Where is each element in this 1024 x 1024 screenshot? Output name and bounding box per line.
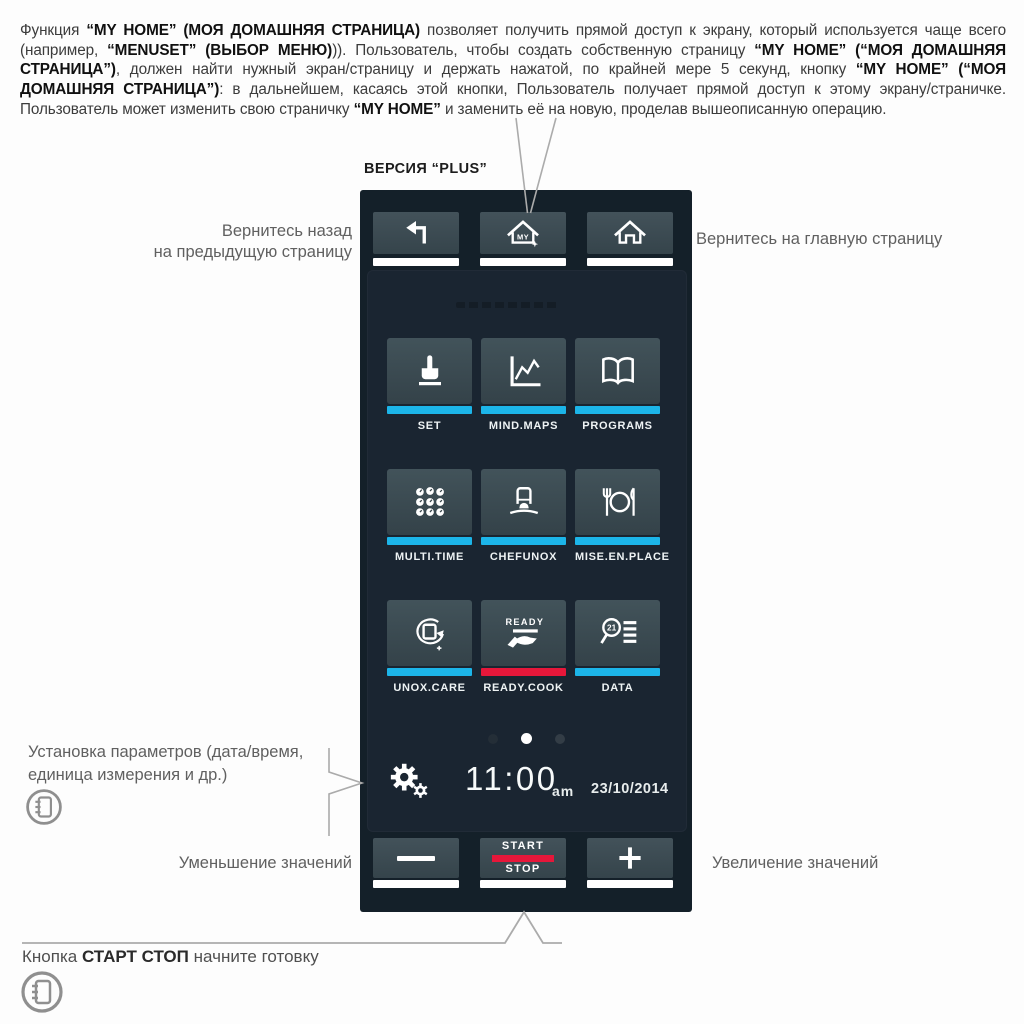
my-home-button-underline — [480, 258, 566, 266]
settings-gear-icon[interactable] — [386, 759, 432, 801]
annotation-increase: Увеличение значений — [712, 854, 879, 872]
page-dot-active[interactable] — [521, 733, 532, 744]
version-label: ВЕРСИЯ “PLUS” — [364, 161, 488, 177]
clock-meridiem: am — [552, 783, 575, 799]
back-arrow-icon — [396, 215, 436, 251]
start-stop-red-bar — [492, 855, 554, 862]
annotation-startstop: Кнопка СТАРТ СТОП начните готовку — [22, 947, 319, 966]
start-stop-button[interactable]: START STOP — [480, 838, 566, 878]
annotation-params: Установка параметров (дата/время, единица измерения и др.) — [28, 743, 304, 784]
annotation-back: Вернитесь назад на предыдущую страницу — [153, 222, 352, 261]
multi-clocks-icon — [408, 480, 452, 524]
home-button-underline — [587, 258, 673, 266]
line-chart-icon — [502, 349, 546, 393]
plus-button-underline — [587, 880, 673, 888]
chef-icon — [502, 480, 546, 524]
back-button-underline — [373, 258, 459, 266]
plate-cutlery-icon — [596, 480, 640, 524]
hand-press-icon — [408, 349, 452, 393]
callout-line-startstop — [22, 912, 562, 943]
annotation-home: Вернитесь на главную страницу — [696, 230, 943, 248]
tile-accent-bar — [387, 537, 472, 545]
home-button[interactable] — [587, 212, 673, 254]
svg-text:MY: MY — [516, 232, 530, 242]
home-icon — [609, 214, 651, 252]
care-refresh-icon — [408, 611, 452, 655]
plus-button[interactable] — [587, 838, 673, 878]
manual-book-icon — [20, 970, 64, 1014]
clock-date: 23/10/2014 — [591, 781, 669, 797]
intro-paragraph: Функция “MY HOME” (МОЯ ДОМАШНЯЯ СТРАНИЦА) позволяет получить прямой доступ к экрану, который используется чаще всего (например, “MENUSET” (ВЫБОР МЕНЮ))). Пользователь, чтобы создать собственную страницу “MY HOME” (“МОЯ ДОМАШНЯЯ СТРАНИЦА”), должен найти нужный экран/страницу и держать нажатой, по крайней мере 5 секунд, кнопку “MY HOME” (“МОЯ ДОМАШНЯЯ СТРАНИЦА”): в дальнейшем, касаясь этой кнопки, Пользователь получает прямой доступ к этому экрану/страничке. Пользователь может изменить свою страничку “MY HOME” и заменить её на новую, проделав вышеописанную операцию. — [20, 22, 1006, 118]
tile-accent-bar — [575, 406, 660, 414]
tile-accent-bar — [387, 668, 472, 676]
annotation-decrease: Уменьшение значений — [178, 854, 352, 872]
tile-accent-bar — [575, 537, 660, 545]
faint-screen-text — [456, 302, 560, 308]
clock-time: 11:00 — [465, 760, 558, 797]
tile-mise-en-place[interactable]: MISE.EN.PLACE — [575, 469, 660, 563]
data-search-icon — [596, 611, 640, 655]
minus-icon — [397, 856, 435, 861]
tile-accent-bar — [481, 668, 566, 676]
tile-data[interactable]: 21 DATA — [575, 600, 660, 694]
tile-multi-time[interactable]: MULTI.TIME — [387, 469, 472, 563]
tile-accent-bar — [481, 537, 566, 545]
minus-button-underline — [373, 880, 459, 888]
page-dot[interactable] — [488, 734, 498, 744]
plus-icon — [613, 841, 647, 875]
my-home-icon — [502, 214, 544, 252]
tile-unox-care[interactable]: UNOX.CARE — [387, 600, 472, 694]
svg-text:READY: READY — [504, 616, 544, 627]
minus-button[interactable] — [373, 838, 459, 878]
page-dot[interactable] — [555, 734, 565, 744]
svg-text:21: 21 — [606, 623, 616, 633]
tile-mind-maps[interactable]: MIND.MAPS — [481, 338, 566, 432]
touch-panel — [360, 190, 692, 912]
tile-chefunox[interactable]: CHEFUNOX — [481, 469, 566, 563]
menu-grid — [387, 338, 670, 694]
tile-accent-bar — [481, 406, 566, 414]
tile-accent-bar — [575, 668, 660, 676]
tile-accent-bar — [387, 406, 472, 414]
start-stop-button-underline — [480, 880, 566, 888]
tile-ready-cook[interactable]: READY READY.COOK — [481, 600, 566, 694]
open-book-icon — [595, 349, 641, 393]
back-button[interactable] — [373, 212, 459, 254]
ready-tray-icon — [498, 611, 550, 655]
manual-book-icon — [25, 788, 63, 826]
my-home-button[interactable] — [480, 212, 566, 254]
pagination-dots — [360, 733, 692, 744]
tile-set[interactable]: SET — [387, 338, 472, 432]
tile-programs[interactable]: PROGRAMS — [575, 338, 660, 432]
